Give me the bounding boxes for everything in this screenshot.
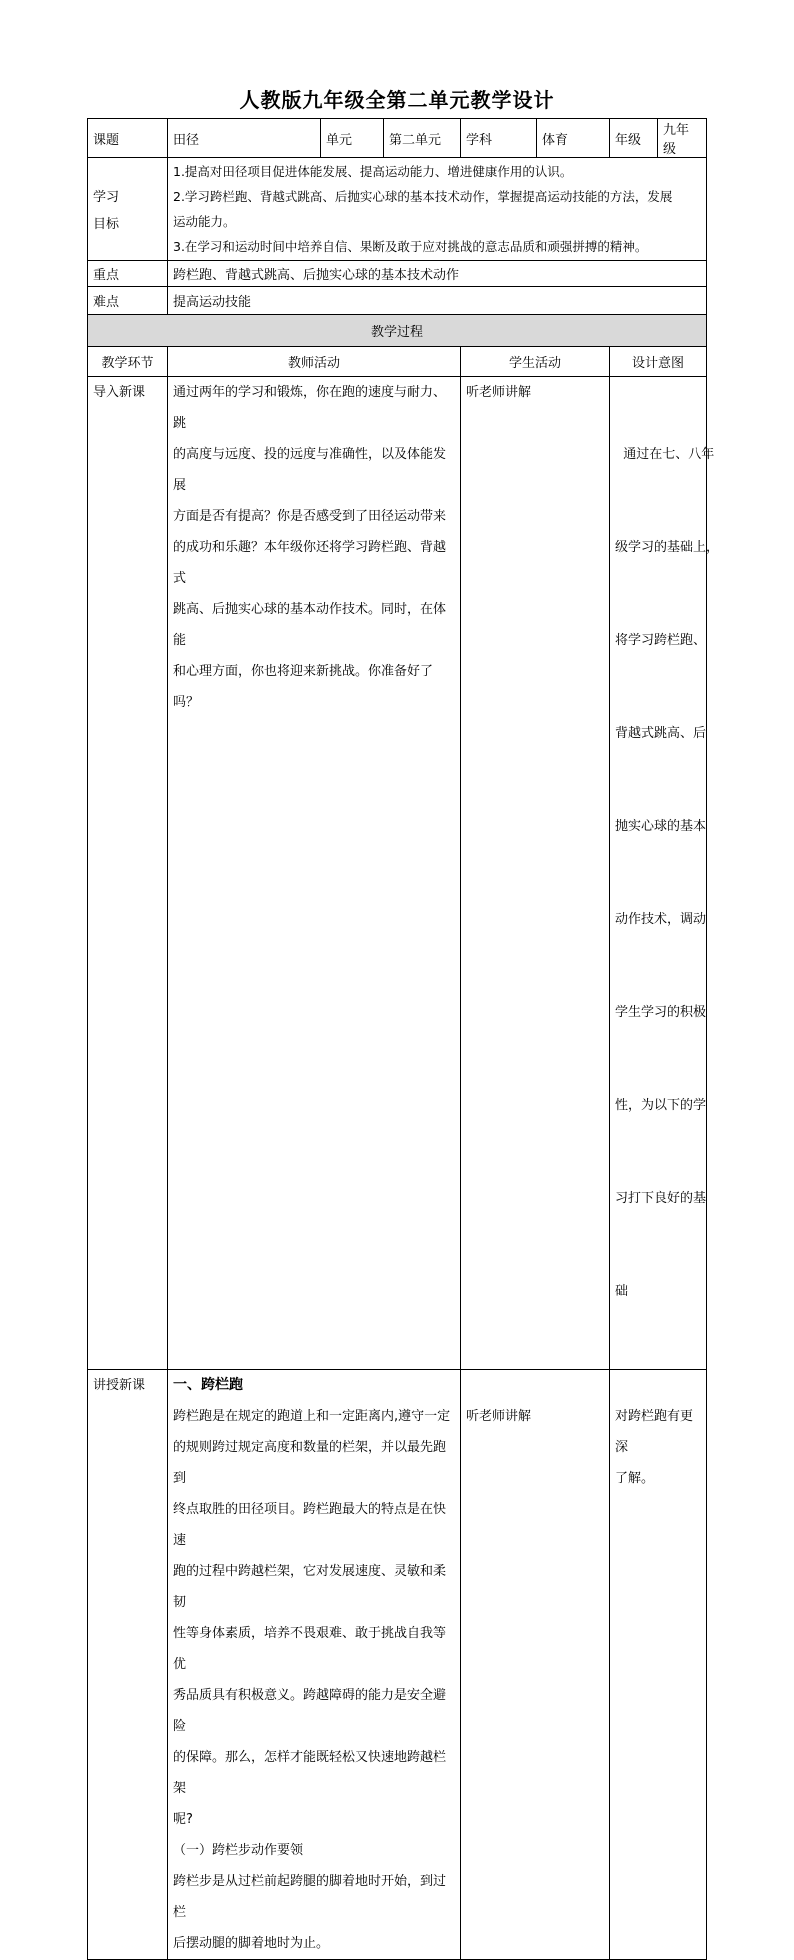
process-header: 教学过程	[88, 315, 707, 347]
goal-item-3: 3.在学习和运动时间中培养自信、果断及敢于应对挑战的意志品质和顽强拼搏的精神。	[173, 239, 648, 254]
lecture-detail-line: 跨栏步是从过栏前起跨腿的脚着地时开始，到过栏	[173, 1874, 447, 1920]
unit-value: 第二单元	[384, 119, 461, 158]
intro-teacher-line: 的高度与远度、投的远度与准确性，以及体能发展	[173, 447, 447, 493]
intro-intent-line: 础	[615, 1284, 629, 1299]
intro-teacher-line: 的成功和乐趣？本年级你还将学习跨栏跑、背越式	[173, 540, 447, 586]
col-teacher-header: 教师活动	[168, 347, 461, 377]
goals-label	[88, 158, 168, 261]
lecture-teacher-line: 呢?	[173, 1812, 193, 1827]
intro-intent-line: 抛实心球的基本	[615, 819, 707, 834]
info-row	[88, 119, 707, 158]
lecture-teacher-line: 终点取胜的田径项目。跨栏跑最大的特点是在快速	[173, 1502, 447, 1548]
intro-intent-line: 学生学习的积极	[615, 1005, 707, 1020]
subject-label: 学科	[461, 119, 537, 158]
lecture-teacher-line: 跨栏跑是在规定的跑道上和一定距离内,遵守一定	[173, 1409, 451, 1424]
intro-teacher-line: 方面是否有提高？你是否感受到了田径运动带来	[173, 509, 447, 524]
goal-item-1: 1.提高对田径项目促进体能发展、提高运动能力、增进健康作用的认识。	[173, 164, 573, 179]
key-point-value: 跨栏跑、背越式跳高、后抛实心球的基本技术动作	[168, 261, 707, 287]
intro-design-intent	[610, 377, 720, 1370]
goals-row	[88, 158, 707, 261]
lecture-row	[88, 1370, 707, 1960]
process-header-row	[88, 315, 707, 347]
grade-value: 九年级	[658, 119, 707, 158]
intro-teacher-line: 通过两年的学习和锻炼，你在跑的速度与耐力、跳	[173, 385, 447, 431]
intro-intent-line: 性，为以下的学	[615, 1098, 707, 1113]
col-student-header: 学生活动	[461, 347, 610, 377]
subject-value: 体育	[537, 119, 610, 158]
lecture-design-intent	[610, 1370, 707, 1960]
lecture-intent-line: 了解。	[615, 1471, 655, 1486]
intro-teacher-activity	[168, 377, 461, 1370]
intro-intent-line: 习打下良好的基	[615, 1191, 707, 1206]
lecture-teacher-line: 的规则跨过规定高度和数量的栏架，并以最先跑到	[173, 1440, 447, 1486]
lecture-stage: 讲授新课	[88, 1370, 168, 1960]
lesson-plan-table	[87, 118, 720, 1960]
lecture-student-text: 听老师讲解	[466, 1409, 532, 1424]
intro-student-activity: 听老师讲解	[461, 377, 610, 1370]
difficulty-label: 难点	[88, 287, 168, 315]
topic-label: 课题	[88, 119, 168, 158]
intro-intent-line: 动作技术，调动	[615, 912, 707, 927]
goals-label-line2: 目标	[93, 217, 120, 232]
difficulty-value: 提高运动技能	[168, 287, 707, 315]
unit-label: 单元	[321, 119, 384, 158]
document-title: 人教版九年级全第二单元教学设计	[239, 88, 555, 112]
lecture-teacher-line: 性等身体素质，培养不畏艰难、敢于挑战自我等优	[173, 1626, 447, 1672]
lecture-student-activity	[461, 1370, 610, 1960]
intro-intent-line: 通过在七、八年	[615, 447, 715, 462]
col-intent-header: 设计意图	[610, 347, 707, 377]
lecture-teacher-line: 秀品质具有积极意义。跨越障碍的能力是安全避险	[173, 1688, 447, 1734]
key-point-label: 重点	[88, 261, 168, 287]
lecture-heading: 一、跨栏跑	[173, 1377, 243, 1393]
column-header-row	[88, 347, 707, 377]
lecture-sub-heading: （一）跨栏步动作要领	[173, 1843, 304, 1858]
intro-intent-line: 将学习跨栏跑、	[615, 633, 707, 648]
col-stage-header: 教学环节	[88, 347, 168, 377]
intro-teacher-line: 跳高、后抛实心球的基本动作技术。同时，在体能	[173, 602, 447, 648]
lecture-detail-line: 后摆动腿的脚着地时为止。	[173, 1936, 330, 1951]
lecture-teacher-line: 的保障。那么，怎样才能既轻松又快速地跨越栏架	[173, 1750, 447, 1796]
lecture-teacher-activity	[168, 1370, 461, 1960]
topic-value: 田径	[168, 119, 321, 158]
intro-intent-line: 级学习的基础上，	[615, 540, 720, 555]
intro-teacher-line: 和心理方面，你也将迎来新挑战。你准备好了吗？	[173, 664, 434, 710]
difficulty-row	[88, 287, 707, 315]
goals-label-line1: 学习	[93, 190, 120, 205]
goal-item-2b: 运动能力。	[173, 214, 236, 229]
lecture-intent-line: 对跨栏跑有更深	[615, 1409, 694, 1455]
grade-label: 年级	[610, 119, 658, 158]
intro-row	[88, 377, 707, 1370]
lecture-teacher-line: 跑的过程中跨越栏架，它对发展速度、灵敏和柔韧	[173, 1564, 447, 1610]
intro-intent-line: 背越式跳高、后	[615, 726, 707, 741]
intro-stage: 导入新课	[88, 377, 168, 1370]
goals-content	[168, 158, 707, 261]
key-point-row	[88, 261, 707, 287]
goal-item-2a: 2.学习跨栏跑、背越式跳高、后抛实心球的基本技术动作，掌握提高运动技能的方法，发展	[173, 189, 673, 204]
